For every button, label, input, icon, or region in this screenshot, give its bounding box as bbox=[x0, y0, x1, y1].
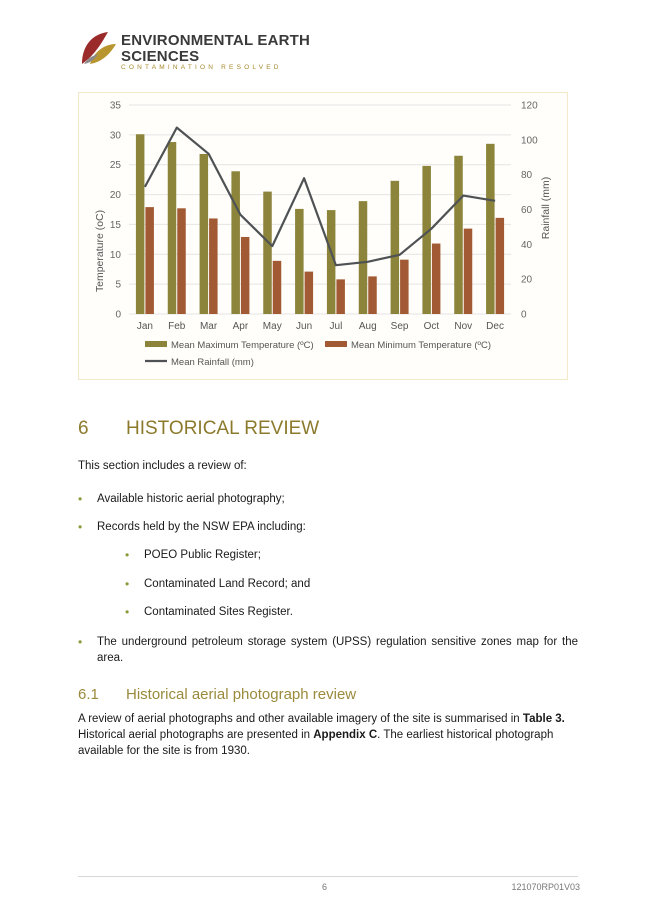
bar-min-temp bbox=[368, 276, 377, 314]
subsection-title: Historical aerial photograph review bbox=[126, 686, 357, 703]
company-logo bbox=[78, 28, 338, 72]
x-tick-label: Sep bbox=[390, 321, 409, 332]
y2-axis-label: Rainfall (mm) bbox=[540, 176, 552, 240]
legend-label: Mean Minimum Temperature (ºC) bbox=[351, 340, 492, 351]
bar-min-temp bbox=[145, 207, 154, 314]
x-tick-label: Jul bbox=[329, 321, 343, 332]
bar-min-temp bbox=[432, 244, 441, 314]
section-title: HISTORICAL REVIEW bbox=[126, 418, 320, 439]
y-tick-label: 10 bbox=[109, 249, 121, 261]
y2-tick-label: 20 bbox=[521, 274, 533, 286]
list-item: • POEO Public Register; bbox=[125, 548, 261, 562]
y-tick-label: 15 bbox=[109, 219, 121, 231]
x-tick-label: Jan bbox=[136, 321, 153, 332]
x-tick-label: Dec bbox=[486, 321, 504, 332]
rainfall-line bbox=[145, 128, 495, 266]
bar-max-temp bbox=[136, 134, 145, 314]
subsection-heading bbox=[78, 686, 356, 703]
bar-min-temp bbox=[400, 260, 409, 314]
bullet-dot-icon: • bbox=[125, 577, 130, 591]
table-reference: Table 3. bbox=[522, 713, 565, 725]
intro-text: This section includes a review of: bbox=[78, 460, 247, 472]
leaf-logo-icon bbox=[78, 28, 118, 68]
y-tick-label: 0 bbox=[115, 309, 121, 321]
bar-min-temp bbox=[177, 208, 186, 314]
legend-swatch bbox=[325, 341, 347, 347]
y-tick-label: 20 bbox=[109, 190, 121, 202]
bar-min-temp bbox=[241, 237, 250, 314]
y-tick-label: 35 bbox=[109, 100, 121, 112]
x-tick-label: Nov bbox=[454, 321, 473, 332]
y-tick-label: 30 bbox=[109, 130, 121, 142]
list-item: • Contaminated Land Record; and bbox=[125, 577, 311, 591]
y2-tick-label: 40 bbox=[521, 239, 533, 251]
footer-divider bbox=[78, 876, 578, 877]
bar-max-temp bbox=[168, 142, 177, 314]
page-number: 6 bbox=[322, 882, 328, 892]
climate-chart-svg bbox=[79, 93, 567, 379]
x-tick-label: Feb bbox=[168, 321, 186, 332]
bar-max-temp bbox=[422, 166, 431, 314]
bar-max-temp bbox=[231, 171, 240, 314]
x-tick-label: May bbox=[262, 321, 282, 332]
y2-tick-label: 80 bbox=[521, 170, 533, 182]
x-tick-label: Oct bbox=[423, 321, 440, 332]
section-number: 6 bbox=[78, 418, 89, 439]
bar-min-temp bbox=[273, 261, 282, 314]
y-tick-label: 5 bbox=[115, 279, 121, 291]
climate-chart bbox=[78, 92, 568, 380]
x-tick-label: Aug bbox=[358, 321, 377, 332]
bar-max-temp bbox=[359, 201, 368, 314]
y-tick-label: 25 bbox=[109, 160, 121, 172]
subsection-number: 6.1 bbox=[78, 686, 99, 703]
bar-min-temp bbox=[209, 218, 218, 314]
section-heading bbox=[78, 418, 319, 440]
bar-min-temp bbox=[464, 229, 473, 314]
legend-label: Mean Maximum Temperature (ºC) bbox=[171, 340, 314, 351]
bar-min-temp bbox=[336, 279, 345, 314]
list-item: • The underground petroleum storage system (UPSS) regulation sensitive zones map for the area. bbox=[78, 635, 578, 664]
y2-tick-label: 120 bbox=[521, 100, 538, 112]
legend-label: Mean Rainfall (mm) bbox=[171, 357, 254, 368]
bar-max-temp bbox=[295, 209, 304, 314]
document-reference: 121070RP01V03 bbox=[511, 882, 580, 892]
list-item: • Records held by the NSW EPA including: bbox=[78, 520, 306, 534]
bar-min-temp bbox=[305, 272, 314, 314]
list-item: • Available historic aerial photography; bbox=[78, 492, 285, 506]
bullet-dot-icon: • bbox=[125, 548, 130, 562]
y2-tick-label: 60 bbox=[521, 205, 533, 216]
bar-min-temp bbox=[496, 218, 505, 314]
chart-legend bbox=[145, 340, 491, 368]
y2-tick-label: 100 bbox=[521, 135, 538, 147]
x-tick-label: Apr bbox=[232, 321, 249, 332]
logo-text-line1: ENVIRONMENTAL EARTH bbox=[121, 32, 311, 49]
list-item: • Contaminated Sites Register. bbox=[125, 605, 293, 619]
y2-tick-label: 0 bbox=[521, 309, 527, 321]
bar-max-temp bbox=[263, 192, 272, 314]
bullet-dot-icon: • bbox=[125, 605, 130, 619]
bar-max-temp bbox=[391, 181, 400, 314]
line-layer bbox=[145, 128, 495, 266]
legend-swatch bbox=[145, 341, 167, 347]
bullet-dot-icon: • bbox=[78, 635, 83, 649]
logo-tagline: CONTAMINATION RESOLVED bbox=[121, 64, 282, 71]
bar-max-temp bbox=[486, 144, 495, 314]
logo-text-line2: SCIENCES bbox=[121, 48, 200, 65]
x-tick-label: Mar bbox=[199, 321, 218, 332]
bullet-dot-icon: • bbox=[78, 520, 83, 534]
bar-max-temp bbox=[200, 154, 209, 314]
bullet-dot-icon: • bbox=[78, 492, 83, 506]
bar-max-temp bbox=[454, 156, 463, 314]
appendix-reference: Appendix C bbox=[313, 729, 378, 741]
y-axis-label: Temperature (oC) bbox=[94, 209, 106, 293]
body-paragraph: A review of aerial photographs and other available imagery of the site is summarised in Table 3. Historical aerial photographs are presented in Appendix C. The earliest historical photograph available for the site is from 1930. bbox=[78, 713, 565, 757]
x-tick-label: Jun bbox=[296, 321, 313, 332]
